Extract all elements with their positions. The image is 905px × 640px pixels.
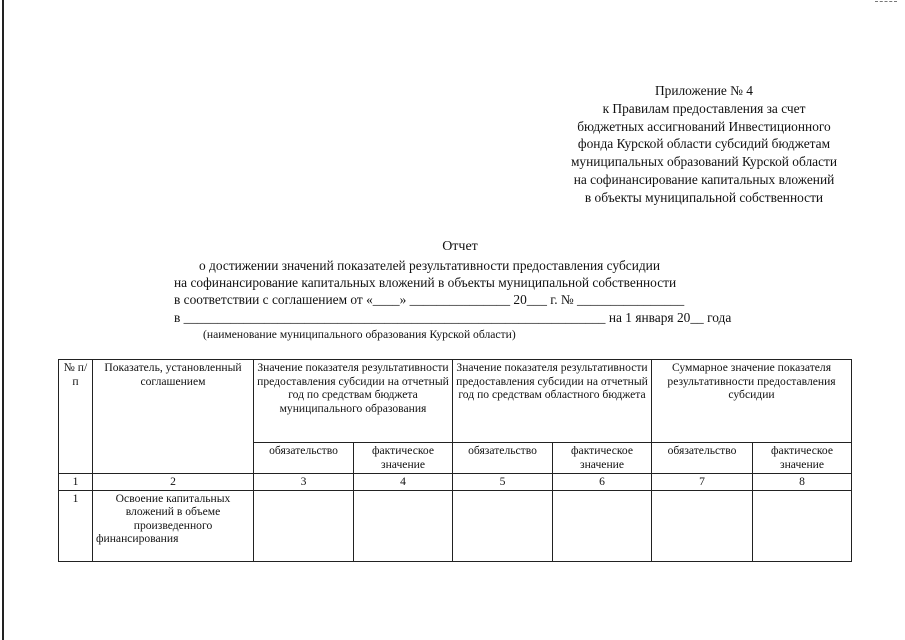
- table-row: [59, 490, 852, 561]
- column-number: 2: [93, 474, 254, 491]
- header-num: № п/п: [59, 360, 93, 474]
- subheader-obligation: обязательство: [254, 443, 354, 474]
- subheader-actual: фактическое значение: [553, 443, 652, 474]
- column-number-row: [59, 474, 852, 491]
- value-cell: [753, 490, 852, 561]
- scan-edge: [2, 0, 4, 640]
- agreement-line: в соответствии с соглашением от «____» _______________ 20___ г. № ________________: [174, 292, 685, 307]
- table-header-row: [59, 360, 852, 443]
- report-subtitle-line-1: о достижении значений показателей результативности предоставления субсидии: [199, 258, 661, 273]
- row-num: 1: [59, 490, 93, 561]
- scan-mark: [875, 1, 897, 2]
- column-number: 8: [753, 474, 852, 491]
- subheader-actual: фактическое значение: [354, 443, 453, 474]
- header-regional-budget: Значение показателя результативности предоставления субсидии на отчетный год по средствам областного бюджета: [453, 360, 652, 443]
- appendix-line: фонда Курской области субсидий бюджетам: [577, 136, 831, 152]
- value-cell: [553, 490, 652, 561]
- value-cell: [254, 490, 354, 561]
- column-number: 6: [553, 474, 652, 491]
- subheader-actual: фактическое значение: [753, 443, 852, 474]
- header-municipal-budget: Значение показателя результативности предоставления субсидии на отчетный год по средствам бюджета муниципального образования: [254, 360, 453, 443]
- appendix-line: бюджетных ассигнований Инвестиционного: [577, 118, 831, 134]
- municipality-caption: (наименование муниципального образования Курской области): [203, 328, 516, 341]
- report-table: [58, 359, 852, 562]
- subheader-obligation: обязательство: [453, 443, 553, 474]
- report-title: Отчет: [442, 239, 478, 254]
- column-number: 5: [453, 474, 553, 491]
- value-cell: [652, 490, 753, 561]
- column-number: 1: [59, 474, 93, 491]
- report-subtitle-line-2: на софинансирование капитальных вложений в объекты муниципальной собственности: [174, 275, 677, 290]
- appendix-line: муниципальных образований Курской области: [570, 154, 838, 170]
- appendix-block: [540, 82, 868, 207]
- column-number: 7: [652, 474, 753, 491]
- row-indicator: Освоение капитальных вложений в объеме произведенного финансирования: [93, 490, 254, 561]
- header-indicator: Показатель, установленный соглашением: [93, 360, 254, 474]
- value-cell: [453, 490, 553, 561]
- subheader-obligation: обязательство: [652, 443, 753, 474]
- appendix-line: на софинансирование капитальных вложений: [573, 171, 835, 187]
- appendix-line: в объекты муниципальной собственности: [584, 189, 824, 205]
- appendix-line: Приложение № 4: [654, 83, 754, 98]
- value-cell: [354, 490, 453, 561]
- column-number: 3: [254, 474, 354, 491]
- municipality-date-line: в _______________________________________________________________ на 1 января 20__ года: [174, 310, 732, 325]
- column-number: 4: [354, 474, 453, 491]
- header-total: Суммарное значение показателя результативности предоставления субсидии: [652, 360, 852, 443]
- appendix-line: к Правилам предоставления за счет: [602, 100, 806, 116]
